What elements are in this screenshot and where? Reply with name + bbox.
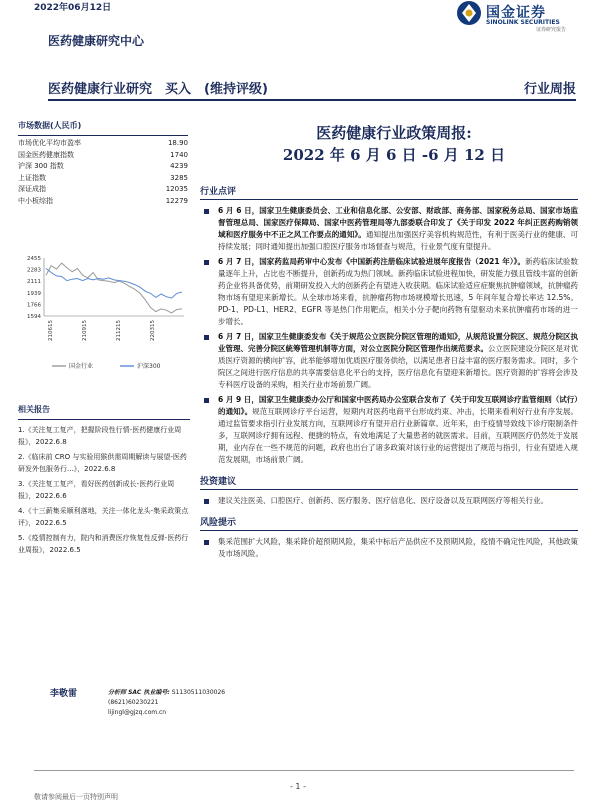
chart-x-tick-label: 210915	[82, 320, 88, 341]
invest-divider	[200, 489, 578, 490]
review-item: 6 月 9 日，国家卫生健康委办公厅和国家中医药局办公室联合发布了《关于印发互联网诊疗监管细则（试行）的通知》。规范互联网诊疗平台运营，短期内对医药电商平台形成约束、冲击，长期来看利好行业有序发展。通过监管要求指引行业发展方向，互联网诊疗有望开启行业新篇章。近年来，由于疫情导致线下诊疗限制条件多，互联网诊疗拥有远程、便捷的特点，有效地满足了大量患者的就医需求。目前，互联网医疗仍然处于发展期，业内存在一些不规范的问题，政府也出台了诸多政策对该行业的运营提出了规范与指引，行业有望进入规范发展期，市场前景广阔。	[200, 394, 578, 466]
chart-y-tick-label: 2283	[27, 267, 41, 274]
review-item: 6 月 6 日，国家卫生健康委员会、工业和信息化部、公安部、财政部、商务部、国家税务总局、国家市场监督管理总局、国家医疗保障局、国家中医药管理局等九部委联合印发了《关于印发 2022 年纠正医药购销领域和医疗服务中不正之风工作要点的通知》。通知提出加强医疗美容机构规范性，有利于医美行业的健康、可持续发展；同时通知提出加强口腔医疗服务市场督查与规范，行业景气度有望提升。	[200, 205, 578, 253]
chart-series-line-1	[46, 268, 182, 298]
chart-legend-label: 国金行业	[69, 363, 94, 370]
logo-mark-icon	[456, 0, 482, 26]
market-row: 国金医药健康指数 1740	[18, 150, 188, 159]
market-row: 深证成指 12035	[18, 185, 188, 193]
author-phone: (8621)60230221	[108, 699, 159, 706]
research-center: 医药健康研究中心	[48, 34, 145, 48]
main-content	[200, 184, 578, 563]
author-info	[108, 688, 225, 718]
review-title: 行业点评	[200, 187, 237, 197]
risk-text: 集采范围扩大风险，集采降价超预期风险，集采中标后产品供应不及预期风险，疫情不确定性风险，其他政策及市场风险。	[200, 536, 578, 560]
header-rating: 医药健康行业研究 买入 (维持评级)	[48, 82, 268, 97]
risk-divider	[200, 530, 578, 531]
market-data	[18, 120, 188, 207]
index-chart	[18, 250, 188, 380]
chart-x-tick-label: 210615	[48, 320, 54, 341]
review-divider	[200, 199, 578, 200]
related-divider	[18, 419, 190, 420]
footer-divider	[34, 770, 574, 771]
disclaimer: 敬请参阅最后一页特别声明	[34, 793, 118, 800]
chart-y-tick-label: 2455	[27, 256, 41, 262]
related-item[interactable]: 1.《关注复工复产，把握阶段性行情-医药健康行业周报》，2022.6.8	[18, 426, 182, 446]
market-title: 市场数据(人民币)	[18, 121, 82, 130]
review-item: 6 月 7 日，国家药监局药审中心发布《中国新药注册临床试验进展年度报告（2021 年）》。新药临床试验数量逐年上升，占比也不断提升，创新药成为热门领域。新药临床试验进程加快，研发能力强且管线丰富的创新药企业将具备优势，前期研发投入大的创新药企有望进入收获期。临床试验适应症聚焦抗肿瘤领域，抗肿瘤药物市场有望迎来新增长。从全球市场来看，抗肿瘤药物市场规模增长迅速，5 年间年复合增长率达 12.5%。PD-1、PD-L1、HER2、EGFR 等是热门作用靶点，相关小分子靶向药物有望驱动未来抗肿瘤药市场的进一步增长。	[200, 256, 578, 328]
chart-y-tick-label: 1594	[27, 314, 41, 320]
chart-y-tick-label: 1939	[27, 290, 41, 297]
related-item[interactable]: 5.《疫情控制有力，院内和消费医疗恢复性反弹-医药行业周报》，2022.6.5	[18, 534, 189, 554]
header-type: 行业周报	[523, 82, 576, 97]
author-email[interactable]: lijingl@gjzq.com.cn	[108, 709, 167, 716]
report-header	[48, 78, 576, 98]
sac-label: 分析师 SAC 执业编号:	[108, 689, 170, 696]
related-item[interactable]: 4.《十三薪集采顺利落地，关注一体化龙头-集采政策点评》，2022.6.5	[18, 507, 189, 527]
sac-number: S1130511030026	[171, 689, 226, 696]
logo-subtitle: 证券研究报告	[536, 27, 567, 33]
market-row: 沪深 300 指数 4239	[18, 162, 188, 170]
title-line-1: 医药健康行业政策周报:	[316, 124, 472, 142]
related-reports	[18, 404, 190, 560]
chart-y-tick-label: 2111	[27, 279, 41, 286]
market-row: 上证指数 3285	[18, 173, 188, 182]
invest-title: 投资建议	[200, 477, 237, 487]
chart-x-tick-label: 220315	[150, 320, 156, 341]
company-logo	[456, 0, 576, 34]
invest-text: 建议关注医美、口腔医疗、创新药、医疗服务、医疗信息化、医疗设备以及互联网医疗等相关行业。	[200, 495, 578, 507]
market-divider	[18, 135, 188, 136]
chart-x-tick-label: 211215	[116, 320, 122, 341]
related-title: 相关报告	[18, 405, 50, 414]
logo-cn-text: 国金证券	[486, 5, 546, 21]
author-name: 李敬雷	[50, 689, 78, 699]
market-row: 中小板综指 12279	[18, 196, 188, 205]
chart-y-tick-label: 1766	[27, 302, 41, 309]
market-row: 市场优化平均市盈率 18.90	[18, 139, 188, 147]
review-item: 6 月 7 日，国家卫生健康委发布《关于规范公立医院分院区管理的通知》，从规范设置分院区、规范分院区执业管理、完善分院区統筹管理机制等方面，对公立医院分院区管理作出规范要求。公立医院建设分院区是对优质医疗资源的横向扩容，此举能够增加优质医疗服务供给，以满足患者日益丰富的医疗服务需求。同时，多个院区之间进行医疗信息的共享需要信息化平台的支持，医疗信息化有望迎来新增长。医疗资源的扩容将会涉及专科医疗设备的采购，相关行业市场前景广阔。	[200, 331, 578, 391]
report-date: 2022年06月12日	[34, 3, 112, 13]
risk-title: 风险提示	[200, 518, 237, 528]
title-line-2: 2022 年 6 月 6 日 -6 月 12 日	[282, 146, 506, 164]
header-divider	[48, 99, 576, 101]
related-item[interactable]: 3.《关注复工复产，看好医药创新成长-医药行业周报》，2022.6.6	[18, 480, 175, 500]
chart-legend-label: 沪深300	[137, 363, 161, 370]
chart-series-line-0	[46, 263, 182, 313]
logo-en-text: SINOLINK SECURITIES	[486, 19, 560, 26]
page-number: - 1 -	[290, 782, 306, 791]
report-title	[214, 122, 574, 166]
related-item[interactable]: 2.《临床前 CRO 与实验用猴供需周期解读与展望-医药研发外包服务行...》，2022.6.8	[18, 453, 187, 473]
